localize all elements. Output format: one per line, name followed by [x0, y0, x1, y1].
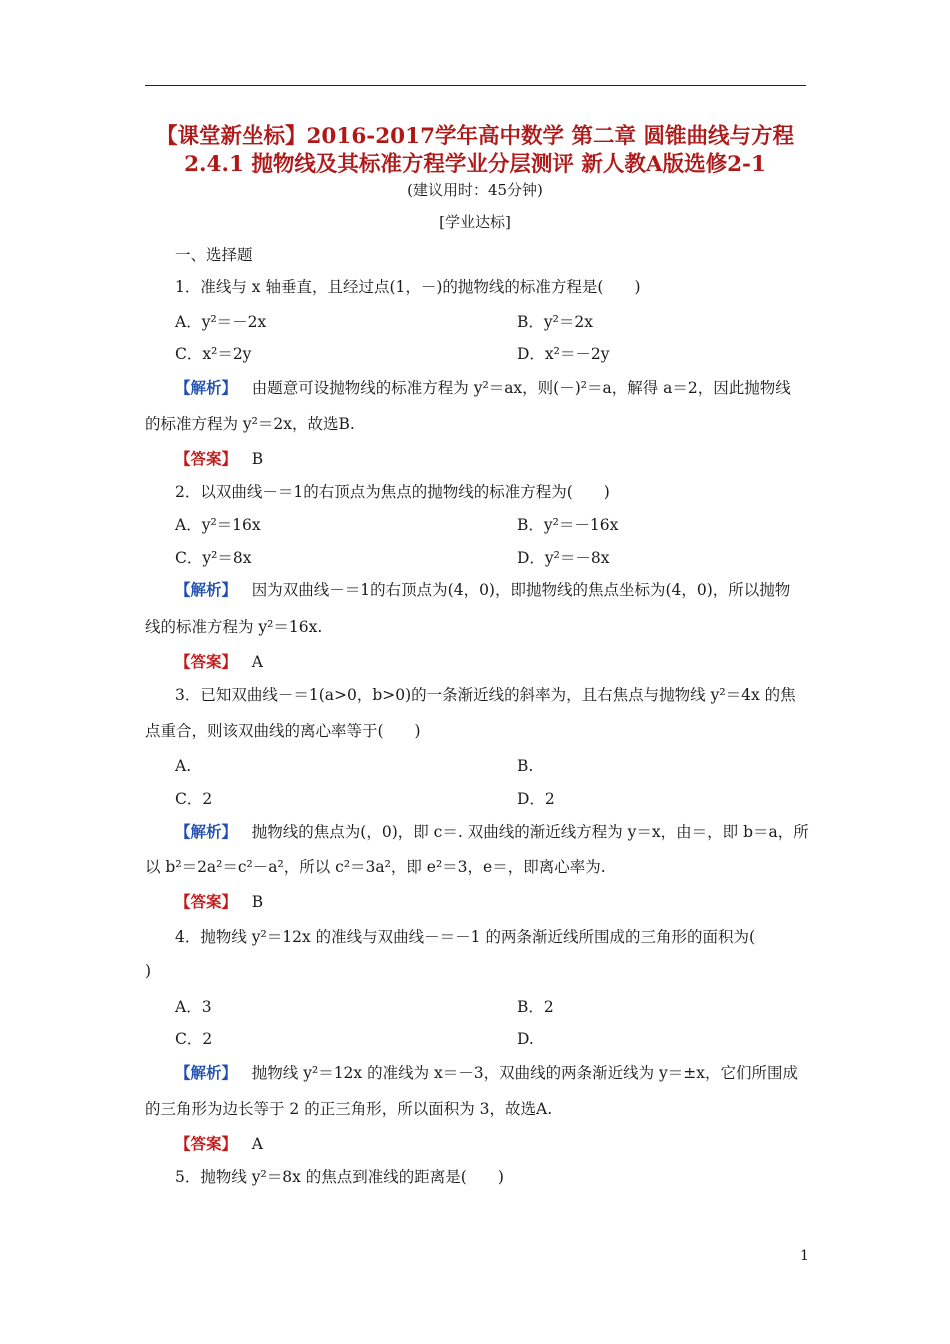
analysis-label: 【解析】 [175, 822, 238, 841]
answer-label: 【答案】 [175, 1134, 238, 1153]
analysis-label: 【解析】 [175, 378, 238, 397]
analysis-line-1 [175, 1063, 798, 1083]
part-label: 一、选择题 [175, 246, 253, 264]
answer-value: B [251, 893, 264, 911]
analysis-label: 【解析】 [175, 1063, 238, 1082]
analysis-line-1 [175, 822, 809, 842]
suggested-time: (建议用时：45分钟) [407, 181, 543, 199]
document-title-line-1: 【课堂新坐标】2016-2017学年高中数学 第二章 圆锥曲线与方程 [155, 124, 795, 149]
page-number: 1 [800, 1248, 809, 1264]
question-stem-line-1: 3．已知双曲线－＝1(a>0，b>0)的一条渐近线的斜率为，且右焦点与抛物线 y²＝4x 的焦 [175, 686, 796, 704]
question-stem: 5．抛物线 y²＝8x 的焦点到准线的距离是( ) [175, 1168, 504, 1186]
answer-line [175, 449, 263, 469]
option-b: B. [517, 757, 534, 775]
question-stem-line-2: ) [145, 962, 152, 980]
answer-value: A [251, 1135, 263, 1153]
answer-value: B [251, 450, 264, 468]
analysis-line-1 [175, 580, 790, 600]
analysis-line-1 [175, 378, 791, 398]
answer-line [175, 1134, 263, 1154]
analysis-text: 抛物线 y²＝12x 的准线为 x＝－3，双曲线的两条渐近线为 y＝±x，它们所围成 [251, 1064, 799, 1082]
header-rule [145, 85, 806, 86]
option-b: B．y²＝－16x [517, 516, 619, 534]
option-a: A. [175, 757, 192, 775]
option-c: C．y²＝8x [175, 549, 252, 567]
option-c: C．2 [175, 790, 213, 808]
question-stem: 1．准线与 x 轴垂直，且经过点(1，－)的抛物线的标准方程是( ) [175, 278, 641, 296]
analysis-line-2: 的三角形为边长等于 2 的正三角形，所以面积为 3，故选A. [145, 1100, 553, 1118]
section-label: [学业达标] [439, 213, 511, 231]
analysis-line-2: 线的标准方程为 y²＝16x. [145, 618, 323, 636]
answer-line [175, 892, 263, 912]
option-b: B．2 [517, 998, 554, 1016]
analysis-text: 因为双曲线－＝1的右顶点为(4，0)，即抛物线的焦点坐标为(4，0)，所以抛物 [251, 581, 791, 599]
option-d: D．x²＝－2y [517, 345, 610, 363]
document-title-line-2: 2.4.1 抛物线及其标准方程学业分层测评 新人教A版选修2-1 [184, 152, 766, 177]
answer-value: A [251, 653, 263, 671]
option-b: B．y²＝2x [517, 313, 593, 331]
option-d: D．y²＝－8x [517, 549, 610, 567]
answer-label: 【答案】 [175, 892, 238, 911]
option-c: C．x²＝2y [175, 345, 252, 363]
option-d: D. [517, 1030, 534, 1048]
option-a: A．3 [175, 998, 212, 1016]
question-stem-line-1: 4．抛物线 y²＝12x 的准线与双曲线－＝－1 的两条渐近线所围成的三角形的面积为( [175, 928, 755, 946]
analysis-text: 由题意可设抛物线的标准方程为 y²＝ax，则(－)²＝a，解得 a＝2，因此抛物线 [251, 379, 791, 397]
analysis-line-2: 的标准方程为 y²＝2x，故选B. [145, 415, 355, 433]
analysis-label: 【解析】 [175, 580, 238, 599]
option-c: C．2 [175, 1030, 213, 1048]
option-a: A．y²＝－2x [175, 313, 267, 331]
analysis-text: 抛物线的焦点为(，0)，即 c＝. 双曲线的渐近线方程为 y＝x，由＝，即 b＝a，所 [251, 823, 809, 841]
option-d: D．2 [517, 790, 555, 808]
question-stem: 2．以双曲线－＝1的右顶点为焦点的抛物线的标准方程为( ) [175, 483, 610, 501]
analysis-line-2: 以 b²＝2a²＝c²－a²，所以 c²＝3a²，即 e²＝3，e＝，即离心率为. [145, 858, 606, 876]
option-a: A．y²＝16x [175, 516, 261, 534]
answer-line [175, 652, 263, 672]
answer-label: 【答案】 [175, 652, 238, 671]
question-stem-line-2: 点重合，则该双曲线的离心率等于( ) [145, 722, 421, 740]
answer-label: 【答案】 [175, 449, 238, 468]
